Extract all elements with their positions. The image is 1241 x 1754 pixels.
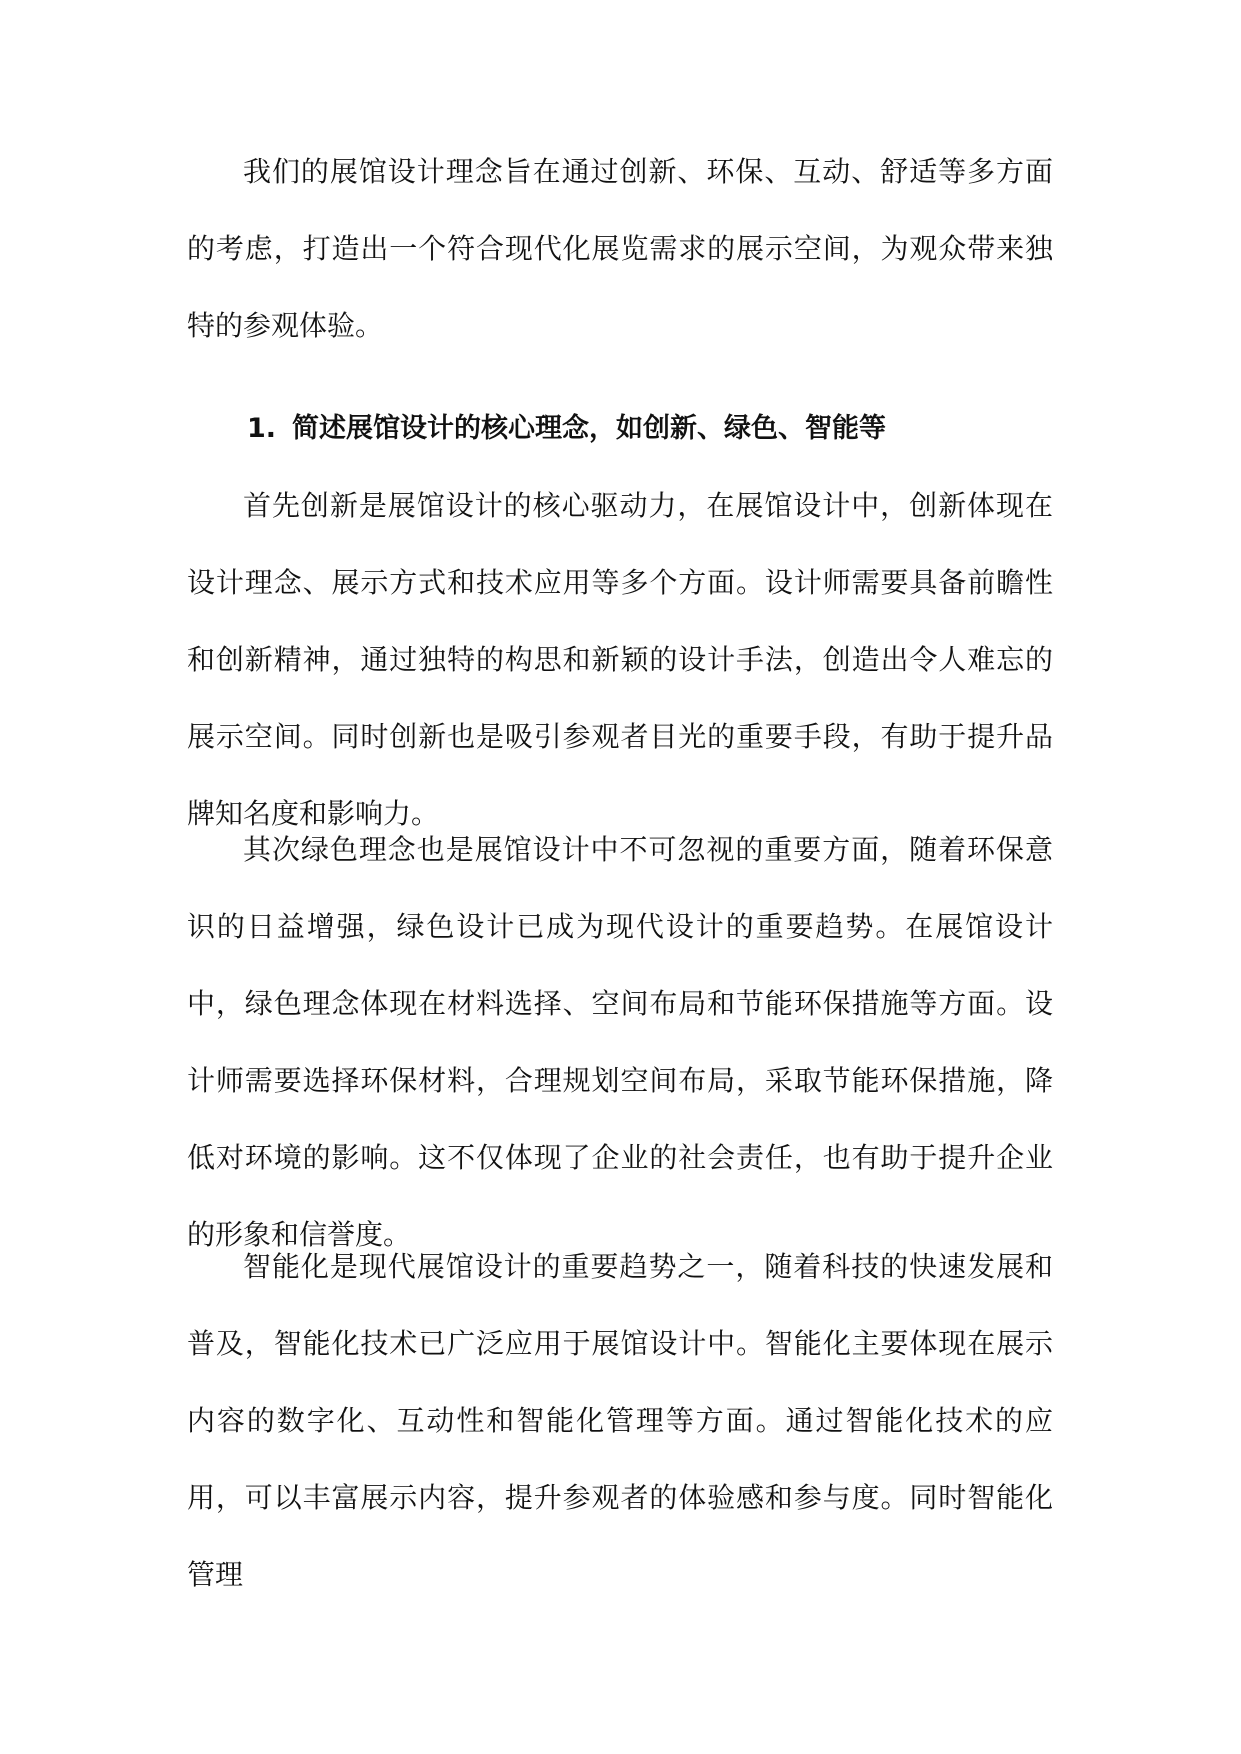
section-number: 1. — [247, 413, 277, 444]
section-heading — [247, 404, 1053, 454]
green-paragraph: 其次绿色理念也是展馆设计中不可忽视的重要方面，随着环保意识的日益增强，绿色设计已成为现代设计的重要趋势。在展馆设计中，绿色理念体现在材料选择、空间布局和节能环保措施等方面。设计师需要选择环保材料，合理规划空间布局，采取节能环保措施，降低对环境的影响。这不仅体现了企业的社会责任，也有助于提升企业的形象和信誉度。 — [187, 833, 1053, 1251]
smart-paragraph: 智能化是现代展馆设计的重要趋势之一，随着科技的快速发展和普及，智能化技术已广泛应用于展馆设计中。智能化主要体现在展示内容的数字化、互动性和智能化管理等方面。通过智能化技术的应用，可以丰富展示内容，提升参观者的体验感和参与度。同时智能化管理 — [187, 1250, 1053, 1591]
innovation-paragraph: 首先创新是展馆设计的核心驱动力，在展馆设计中，创新体现在设计理念、展示方式和技术应用等多个方面。设计师需要具备前瞻性和创新精神，通过独特的构思和新颖的设计手法，创造出令人难忘的展示空间。同时创新也是吸引参观者目光的重要手段，有助于提升品牌知名度和影响力。 — [187, 489, 1053, 830]
section-title: 简述展馆设计的核心理念，如创新、绿色、智能等 — [292, 413, 887, 444]
intro-paragraph: 我们的展馆设计理念旨在通过创新、环保、互动、舒适等多方面的考虑，打造出一个符合现代化展览需求的展示空间，为观众带来独特的参观体验。 — [187, 155, 1053, 342]
